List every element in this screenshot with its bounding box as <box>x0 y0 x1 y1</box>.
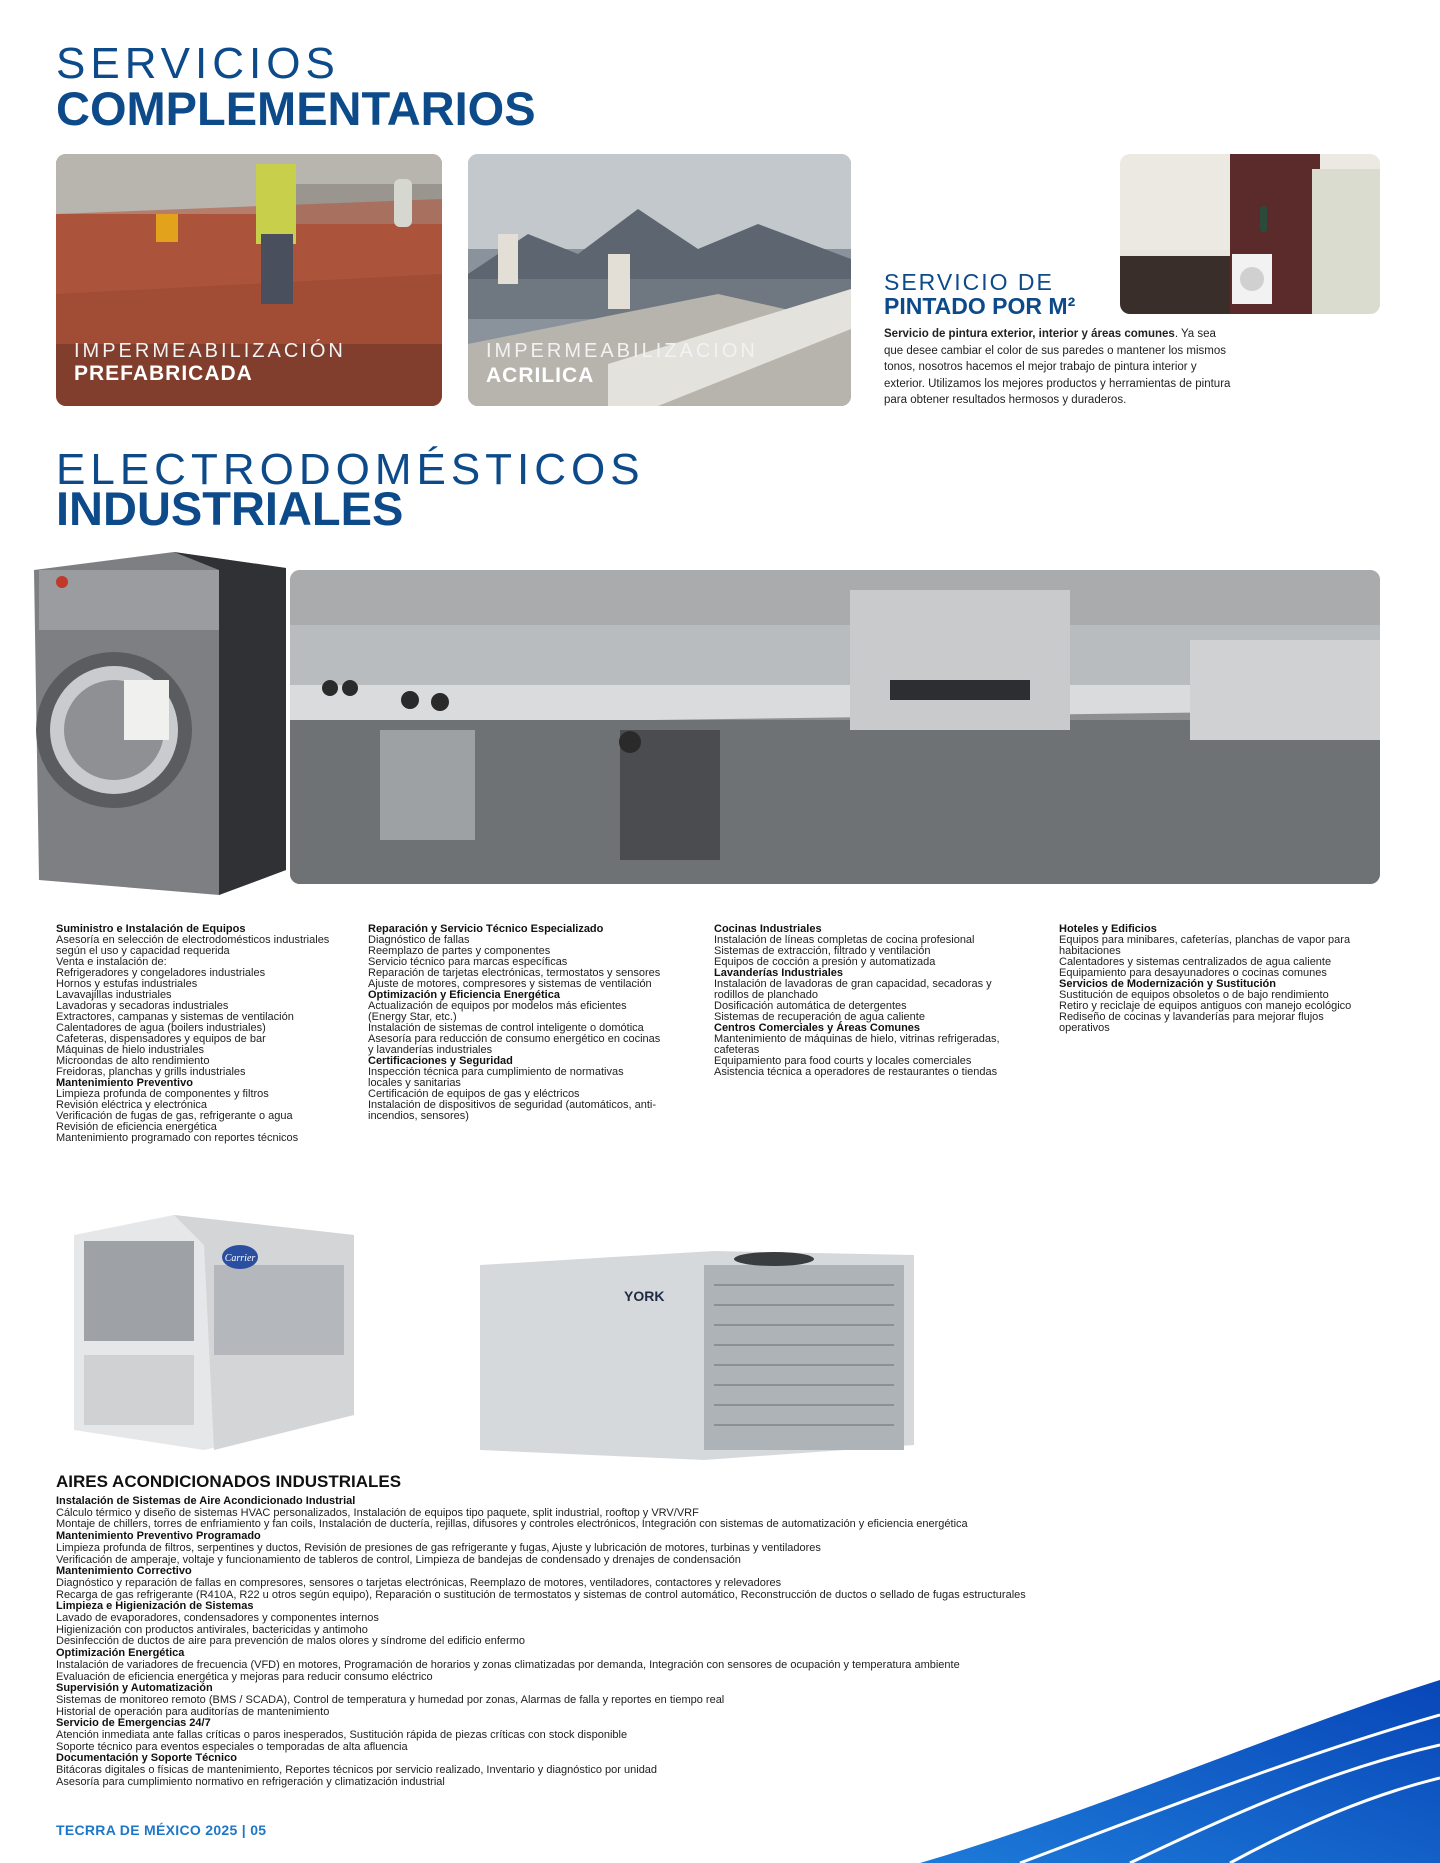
column-line: Instalación de líneas completas de cocina profesional <box>714 934 975 946</box>
column-line: Inspección técnica para cumplimiento de normativas <box>368 1066 624 1078</box>
aires-heading: Mantenimiento Correctivo <box>56 1565 192 1578</box>
column-heading: Suministro e Instalación de Equipos <box>56 923 246 935</box>
column-line: Reemplazo de partes y componentes <box>368 945 551 957</box>
york-logo: YORK <box>624 1288 665 1304</box>
services-column-2 <box>368 924 660 1122</box>
page-footer: TECRRA DE MÉXICO 2025 | 05 <box>56 1822 267 1838</box>
pintado-title-line2: PINTADO POR M² <box>884 293 1076 319</box>
aires-line: Sistemas de monitoreo remoto (BMS / SCADA), Control de temperatura y humedad por zonas, Alarmas de falla y reportes en tiempo real <box>56 1693 725 1706</box>
column-line: (Energy Star, etc.) <box>368 1011 457 1023</box>
column-heading: Optimización y Eficiencia Energética <box>368 989 560 1001</box>
column-line: Asesoría para reducción de consumo energético en cocinas <box>368 1033 661 1045</box>
column-line: Asistencia técnica a operadores de restaurantes o tiendas <box>714 1066 998 1078</box>
column-line: Verificación de fugas de gas, refrigerante o agua <box>56 1110 293 1122</box>
column-line: incendios, sensores) <box>368 1110 469 1122</box>
column-line: Dosificación automática de detergentes <box>714 1000 907 1012</box>
column-line: Equipamiento para desayunadores o cocinas comunes <box>1059 967 1327 979</box>
column-line: según el uso y capacidad requerida <box>56 945 230 957</box>
column-line: Mantenimiento de máquinas de hielo, vitrinas refrigeradas, <box>714 1033 1000 1045</box>
column-line: Equipamiento para food courts y locales comerciales <box>714 1055 972 1067</box>
column-line: Venta e instalación de: <box>56 956 167 968</box>
column-line: Sistemas de recuperación de agua caliente <box>714 1011 925 1023</box>
card-caption-line1: IMPERMEABILIZACION <box>486 340 758 362</box>
section-title-bold: COMPLEMENTARIOS <box>56 82 536 135</box>
column-line: Servicio técnico para marcas específicas <box>368 956 568 968</box>
column-line: Rediseño de cocinas y lavanderías para mejorar flujos <box>1059 1011 1324 1023</box>
column-line: Lavavajillas industriales <box>56 989 172 1001</box>
column-line: Sistemas de extracción, filtrado y ventilación <box>714 945 931 957</box>
card-caption-line2: ACRILICA <box>486 364 595 387</box>
column-line: rodillos de planchado <box>714 989 818 1001</box>
column-line: Equipos de cocción a presión y automatizada <box>714 956 936 968</box>
column-line: Revisión de eficiencia energética <box>56 1121 217 1133</box>
pintado-desc-rest: . Ya sea que desee cambiar el color de sus paredes o mantener los mismos tonos, nosotros hacemos el mejor trabajo de pintura interior y exterior. Utilizamos los mejores productos y herramientas de pintura para obtener resultados hermosos y duraderos. <box>884 328 1231 406</box>
column-line: Equipos para minibares, cafeterías, planchas de vapor para <box>1059 934 1351 946</box>
column-line: y lavanderías industriales <box>368 1044 493 1056</box>
carrier-chiller-photo <box>64 1205 360 1455</box>
column-heading: Mantenimiento Preventivo <box>56 1077 193 1089</box>
aires-heading: Mantenimiento Preventivo Programado <box>56 1530 261 1543</box>
column-line: Mantenimiento programado con reportes técnicos <box>56 1132 299 1144</box>
industrial-kitchen-photo <box>290 570 1380 884</box>
column-heading: Centros Comerciales y Áreas Comunes <box>714 1022 921 1034</box>
aires-heading: Limpieza e Higienización de Sistemas <box>56 1600 254 1613</box>
column-line: Certificación de equipos de gas y eléctricos <box>368 1088 580 1100</box>
column-line: Cafeteras, dispensadores y equipos de bar <box>56 1033 266 1045</box>
column-line: Hornos y estufas industriales <box>56 978 198 990</box>
services-column-3 <box>714 924 1000 1078</box>
aires-line: Instalación de variadores de frecuencia (VFD) en motores, Programación de horarios y zonas climatizadas por demanda, Integración con sensores de ocupación y temperatura ambiente <box>56 1658 960 1671</box>
decorative-wave <box>900 1660 1440 1863</box>
column-line: Lavadoras y secadoras industriales <box>56 1000 229 1012</box>
card-caption-line2: PREFABRICADA <box>74 362 253 385</box>
column-heading: Cocinas Industriales <box>714 923 822 935</box>
laundry-room-photo <box>1120 154 1380 314</box>
column-line: Asesoría en selección de electrodomésticos industriales <box>56 934 330 946</box>
york-rooftop-unit-photo <box>474 1245 918 1467</box>
column-heading: Certificaciones y Seguridad <box>368 1055 513 1067</box>
column-line: Máquinas de hielo industriales <box>56 1044 204 1056</box>
aires-list <box>56 1496 1026 1789</box>
column-line: Reparación de tarjetas electrónicas, termostatos y sensores <box>368 967 661 979</box>
pintado-desc-bold: Servicio de pintura exterior, interior y áreas comunes <box>884 328 1175 340</box>
column-heading: Lavanderías Industriales <box>714 967 843 979</box>
aires-line: Atención inmediata ante fallas críticas o paros inesperados, Sustitución rápida de piezas críticas con stock disponible <box>56 1729 628 1742</box>
aires-line: Lavado de evaporadores, condensadores y componentes internos <box>56 1612 379 1625</box>
column-line: Actualización de equipos por modelos más eficientes <box>368 1000 627 1012</box>
pintado-title-line1: SERVICIO DE <box>884 269 1054 295</box>
aires-line: Recarga de gas refrigerante (R410A, R22 u otros según equipo), Reparación o sustitución de termostatos y sistemas de control automático, Reconstrucción de ductos o sellado de fugas estructurales <box>56 1588 1026 1601</box>
column-line: Instalación de lavadoras de gran capacidad, secadoras y <box>714 978 992 990</box>
aires-line: Soporte técnico para eventos especiales o temporadas de alta afluencia <box>56 1740 408 1753</box>
aires-heading: Documentación y Soporte Técnico <box>56 1752 237 1765</box>
aires-line: Historial de operación para auditorías de mantenimiento <box>56 1705 330 1718</box>
column-line: Microondas de alto rendimiento <box>56 1055 210 1067</box>
column-line: Instalación de sistemas de control inteligente o domótica <box>368 1022 644 1034</box>
column-line: habitaciones <box>1059 945 1121 957</box>
aires-line: Verificación de amperaje, voltaje y funcionamiento de tableros de control, Limpieza de bandejas de condensado y drenajes de condensación <box>56 1553 741 1566</box>
aires-heading: Servicio de Emergencias 24/7 <box>56 1717 211 1730</box>
aires-heading: Instalación de Sistemas de Aire Acondicionado Industrial <box>56 1495 356 1507</box>
column-line: Extractores, campanas y sistemas de ventilación <box>56 1011 294 1023</box>
column-heading: Hoteles y Edificios <box>1059 923 1157 935</box>
aires-line: Limpieza profunda de filtros, serpentines y ductos, Revisión de presiones de gas refrigerante y fugas, Ajuste y lubricación de motores, turbinas y ventiladores <box>56 1541 821 1554</box>
section-title-light: ELECTRODOMÉSTICOS <box>56 445 645 494</box>
card-acrilica <box>468 154 851 406</box>
column-line: Calentadores de agua (boilers industriales) <box>56 1022 266 1034</box>
column-line: Ajuste de motores, compresores y sistemas de ventilación <box>368 978 652 990</box>
column-heading: Servicios de Modernización y Sustitución <box>1059 978 1276 990</box>
column-line: Revisión eléctrica y electrónica <box>56 1099 208 1111</box>
column-line: Diagnóstico de fallas <box>368 934 470 946</box>
column-line: Refrigeradores y congeladores industriales <box>56 967 266 979</box>
card-prefabricada <box>56 154 442 406</box>
aires-heading: Supervisión y Automatización <box>56 1682 213 1695</box>
column-line: cafeteras <box>714 1044 760 1056</box>
column-line: operativos <box>1059 1022 1110 1034</box>
aires-line: Cálculo térmico y diseño de sistemas HVAC personalizados, Instalación de equipos tipo paquete, split industrial, rooftop y VRV/VRF <box>56 1506 699 1519</box>
services-column-1 <box>56 924 329 1144</box>
aires-line: Bitácoras digitales o físicas de mantenimiento, Reportes técnicos por servicio realizado, Inventario y diagnóstico por unidad <box>56 1764 658 1777</box>
aires-heading: Optimización Energética <box>56 1647 185 1660</box>
column-line: Freidoras, planchas y grills industriales <box>56 1066 246 1078</box>
section-title-light: SERVICIOS <box>56 39 340 88</box>
section-title-bold: INDUSTRIALES <box>56 482 404 535</box>
carrier-logo: Carrier <box>224 1253 256 1264</box>
column-line: locales y sanitarias <box>368 1077 461 1089</box>
aires-line: Montaje de chillers, torres de enfriamiento y fan coils, Instalación de ductería, rejillas, difusores y controles electrónicos, Integración con sistemas de automatización y eficiencia energética <box>56 1518 968 1531</box>
aires-line: Higienización con productos antivirales, bactericidas y antimoho <box>56 1623 368 1636</box>
aires-title: AIRES ACONDICIONADOS INDUSTRIALES <box>56 1472 402 1491</box>
industrial-washer-photo <box>24 550 310 916</box>
services-column-4 <box>1059 924 1351 1034</box>
column-line: Instalación de dispositivos de seguridad (automáticos, anti- <box>368 1099 656 1111</box>
aires-line: Evaluación de eficiencia energética y mejoras para reducir consumo eléctrico <box>56 1670 433 1683</box>
aires-line: Desinfección de ductos de aire para prevención de malos olores y síndrome del edificio enfermo <box>56 1635 525 1648</box>
card-caption-line1: IMPERMEABILIZACIÓN <box>74 340 346 362</box>
pintado-description <box>884 326 1236 409</box>
column-line: Sustitución de equipos obsoletos o de bajo rendimiento <box>1059 989 1329 1001</box>
column-line: Calentadores y sistemas centralizados de agua caliente <box>1059 956 1332 968</box>
aires-line: Asesoría para cumplimiento normativo en refrigeración y climatización industrial <box>56 1775 445 1788</box>
aires-line: Diagnóstico y reparación de fallas en compresores, sensores o tarjetas electrónicas, Reemplazo de motores, ventiladores, contactores y relevadores <box>56 1576 782 1589</box>
column-heading: Reparación y Servicio Técnico Especializado <box>368 923 604 935</box>
column-line: Limpieza profunda de componentes y filtros <box>56 1088 269 1100</box>
column-line: Retiro y reciclaje de equipos antiguos con manejo ecológico <box>1059 1000 1352 1012</box>
